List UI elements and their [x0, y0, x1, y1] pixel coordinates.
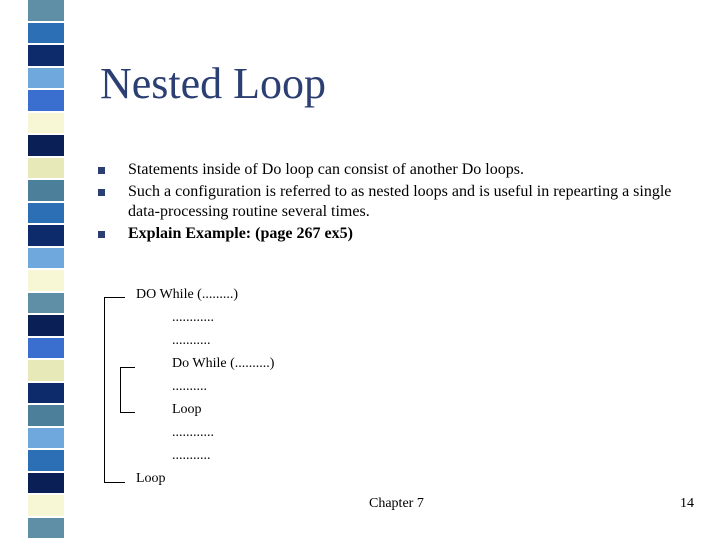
inner-loop-dots: ..........: [172, 379, 207, 394]
stripe-block: [28, 68, 64, 89]
bullet-list: [98, 160, 698, 246]
stripe-block: [28, 23, 64, 44]
stripe-block: [28, 315, 64, 336]
stripe-block: [28, 495, 64, 516]
bullet-text: Such a configuration is referred to as nested loops and is useful in repearting a single data-processing routine several times.: [128, 183, 672, 220]
bullet-item: [98, 224, 698, 244]
stripe-block: [28, 293, 64, 314]
outer-loop-dots: ...........: [172, 333, 211, 348]
outer-loop-dots: ...........: [172, 448, 211, 463]
outer-loop-dots: ............: [172, 425, 214, 440]
decorative-color-stripe: [28, 0, 64, 540]
stripe-block: [28, 473, 64, 494]
stripe-block: [28, 113, 64, 134]
stripe-block: [28, 135, 64, 156]
outer-loop-start: DO While (.........): [136, 287, 238, 302]
square-bullet-icon: [98, 189, 105, 196]
inner-loop-end: Loop: [172, 402, 202, 417]
bullet-text: Explain Example: (page 267 ex5): [128, 225, 353, 242]
stripe-block: [28, 383, 64, 404]
outer-loop-dots: ............: [172, 310, 214, 325]
stripe-block: [28, 45, 64, 66]
inner-loop-start: Do While (..........): [172, 356, 275, 371]
footer-page-number: 14: [680, 496, 694, 511]
stripe-block: [28, 225, 64, 246]
stripe-block: [28, 450, 64, 471]
stripe-block: [28, 338, 64, 359]
outer-loop-end: Loop: [136, 471, 166, 486]
inner-loop-bracket: [120, 367, 135, 413]
stripe-block: [28, 158, 64, 179]
bullet-text: Statements inside of Do loop can consist of another Do loops.: [128, 161, 524, 178]
square-bullet-icon: [98, 231, 105, 238]
stripe-block: [28, 180, 64, 201]
footer-chapter: Chapter 7: [369, 496, 424, 511]
stripe-block: [28, 270, 64, 291]
stripe-block: [28, 518, 64, 539]
stripe-block: [28, 203, 64, 224]
stripe-block: [28, 405, 64, 426]
stripe-block: [28, 0, 64, 21]
stripe-block: [28, 248, 64, 269]
stripe-block: [28, 428, 64, 449]
bullet-item: [98, 182, 698, 222]
square-bullet-icon: [98, 167, 105, 174]
stripe-block: [28, 90, 64, 111]
slide-title: Nested Loop: [100, 59, 327, 108]
bullet-item: [98, 160, 698, 180]
stripe-block: [28, 360, 64, 381]
